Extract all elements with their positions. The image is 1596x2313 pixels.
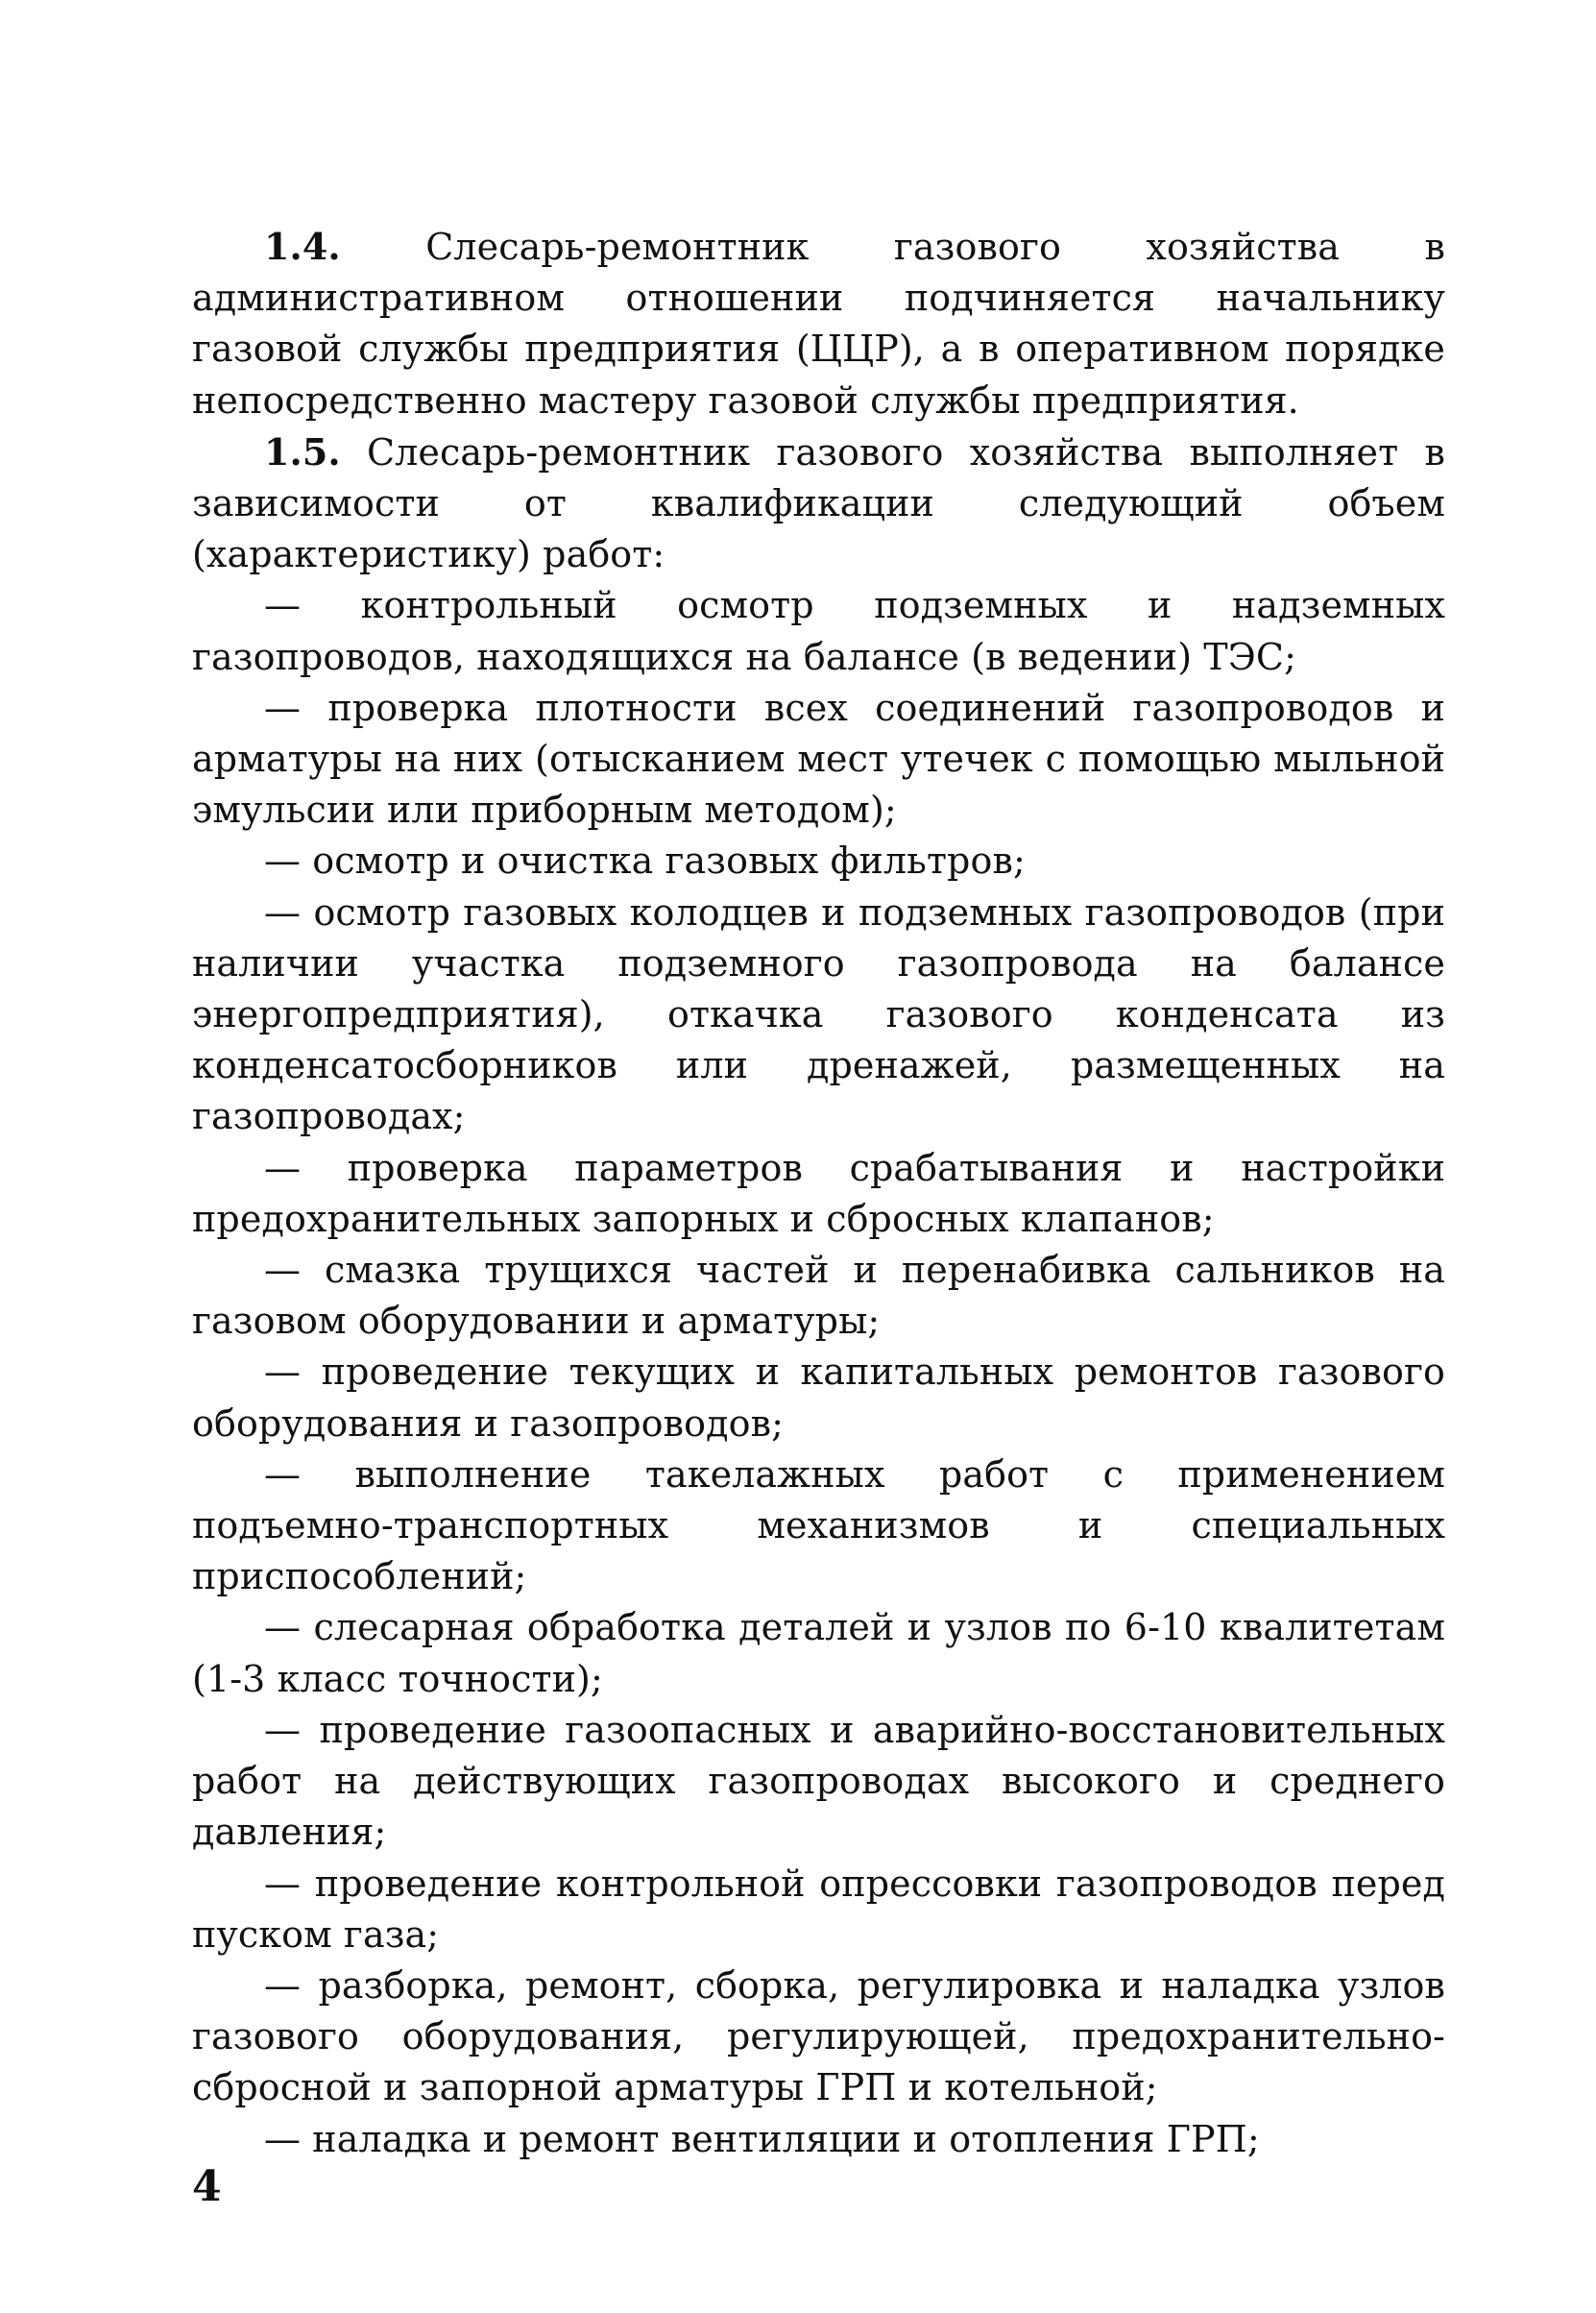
- body-text: [192, 221, 1445, 2165]
- paragraph-1-5: [192, 426, 1445, 581]
- paragraph-text: Слесарь-ремонтник газового хозяйства выполняет в зависимости от квалификации следующий объем (характеристику) работ:: [192, 430, 1445, 576]
- list-item: — смазка трущихся частей и перенабивка сальников на газовом оборудовании и арматуры;: [192, 1249, 1445, 1343]
- list-item: — проверка параметров срабатывания и настройки предохранительных запорных и сбросных клапанов;: [192, 1146, 1445, 1240]
- list-item: — проведение текущих и капитальных ремонтов газового оборудования и газопроводов;: [192, 1351, 1445, 1445]
- list-item: — наладка и ремонт вентиляции и отопления ГРП;: [264, 2117, 1260, 2160]
- list-item: — проведение газоопасных и аварийно-восстановительных работ на действующих газопроводах высокого и среднего давления;: [192, 1708, 1445, 1854]
- paragraph-text: Слесарь-ремонтник газового хозяйства в административном отношении подчиняется начальнику газовой службы предприятия (ЦЦР), а в оперативном порядке непосредственно мастеру газовой службы предприятия.: [192, 226, 1445, 422]
- page-number: 4: [192, 2162, 222, 2211]
- list-item: — контрольный осмотр подземных и надземных газопроводов, находящихся на балансе (в ведении) ТЭС;: [192, 584, 1445, 678]
- paragraph-number: 1.5.: [264, 429, 341, 474]
- list-item: — слесарная обработка деталей и узлов по 6-10 квалитетам (1-3 класс точности);: [192, 1606, 1445, 1700]
- list-item: — разборка, ремонт, сборка, регулировка и наладка узлов газового оборудования, регулирующей, предохранительно-сбросной и запорной арматуры ГРП и котельной;: [192, 1963, 1445, 2109]
- paragraph-1-4: [192, 221, 1445, 426]
- list-item: — выполнение такелажных работ с применением подъемно-транспортных механизмов и специальных приспособлений;: [192, 1452, 1445, 1598]
- list-item: — проверка плотности всех соединений газопроводов и арматуры на них (отысканием мест утечек с помощью мыльной эмульсии или приборным методом);: [192, 686, 1445, 832]
- paragraph-number: 1.4.: [264, 225, 341, 268]
- list-item: — осмотр газовых колодцев и подземных газопроводов (при наличии участка подземного газопровода на балансе энергопредприятия), откачка газового конденсата из конденсатосборников или дренажей, размещенных на газопроводах;: [192, 890, 1445, 1138]
- list-item: — осмотр и очистка газовых фильтров;: [264, 840, 1026, 883]
- list-item: — проведение контрольной опрессовки газопроводов перед пуском газа;: [192, 1862, 1445, 1956]
